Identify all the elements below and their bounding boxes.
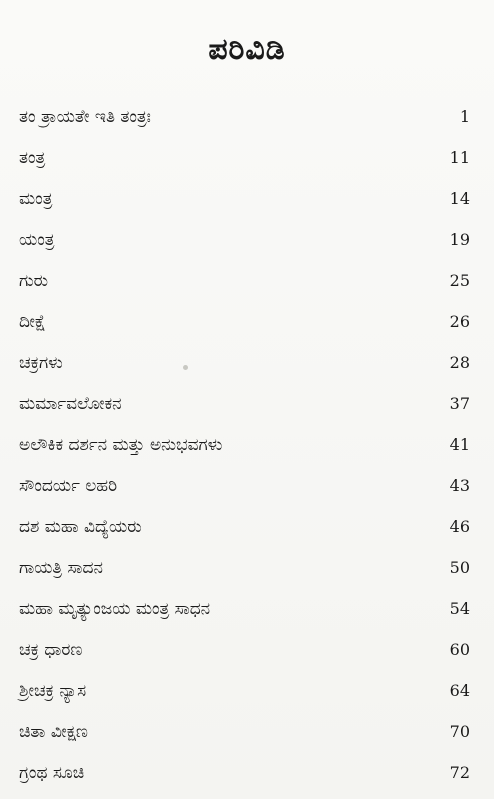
toc-entry-title: ಅಲೌಕಿಕ ದರ್ಶನ ಮತ್ತು ಅನುಭವಗಳು [19,434,223,455]
toc-entry-title: ಸೌಂದರ್ಯ ಲಹರಿ [19,475,118,496]
toc-entry-title: ಗ್ರಂಥ ಸೂಚಿ [19,762,85,783]
toc-entry-title: ಗಾಯತ್ರಿ ಸಾದನ [19,557,103,578]
paper-speck [183,365,188,370]
toc-entry-title: ಮಹಾ ಮೃತ್ಯುಂಜಯ ಮಂತ್ರ ಸಾಧನ [19,598,211,619]
toc-entry-page: 72 [449,763,470,782]
toc-entry-page: 37 [449,394,470,413]
toc-row [19,301,470,342]
toc-entry-title: ತಂತ್ರ [19,147,46,168]
toc-entry-title: ಮಂತ್ರ [19,188,53,209]
toc-row [19,96,470,137]
toc-entry-page: 60 [449,640,470,659]
toc-entry-title: ಗುರು [19,270,49,291]
toc-entry-page: 54 [449,599,470,618]
table-of-contents [19,96,470,793]
toc-entry-page: 25 [449,271,470,290]
toc-entry-page: 11 [449,148,470,167]
page-title: ಪರಿವಿಡಿ [208,32,286,67]
toc-row [19,342,470,383]
toc-entry-page: 14 [449,189,470,208]
toc-entry-title: ಮರ್ಮಾವಲೋಕನ [19,393,122,414]
toc-entry-page: 1 [459,107,470,126]
toc-entry-page: 28 [449,353,470,372]
toc-row [19,178,470,219]
toc-row [19,260,470,301]
toc-row [19,465,470,506]
toc-row [19,137,470,178]
toc-row [19,711,470,752]
toc-row [19,424,470,465]
toc-row [19,588,470,629]
toc-row [19,506,470,547]
toc-entry-title: ಶ್ರೀಚಕ್ರ ನ್ಯಾಸ [19,680,87,701]
toc-entry-page: 43 [449,476,470,495]
toc-entry-title: ತಂ ತ್ರಾಯತೇ ಇತಿ ತಂತ್ರಃ [19,106,151,127]
toc-entry-title: ಚಕ್ರಗಳು [19,352,63,373]
toc-row [19,219,470,260]
toc-row [19,383,470,424]
toc-entry-title: ದೀಕ್ಷೆ [19,311,46,332]
toc-row [19,670,470,711]
toc-row [19,629,470,670]
toc-entry-page: 64 [449,681,470,700]
toc-entry-title: ಯಂತ್ರ [19,229,55,250]
toc-entry-page: 19 [449,230,470,249]
toc-entry-title: ಚಕ್ರ ಧಾರಣ [19,639,83,660]
toc-entry-title: ಚಿತಾ ವೀಕ್ಷಣ [19,721,88,742]
toc-row [19,547,470,588]
toc-entry-page: 46 [449,517,470,536]
toc-entry-page: 41 [449,435,470,454]
toc-entry-page: 50 [449,558,470,577]
toc-entry-title: ದಶ ಮಹಾ ವಿದ್ಯೆಯರು [19,516,142,537]
toc-row [19,752,470,793]
toc-entry-page: 26 [449,312,470,331]
toc-entry-page: 70 [449,722,470,741]
